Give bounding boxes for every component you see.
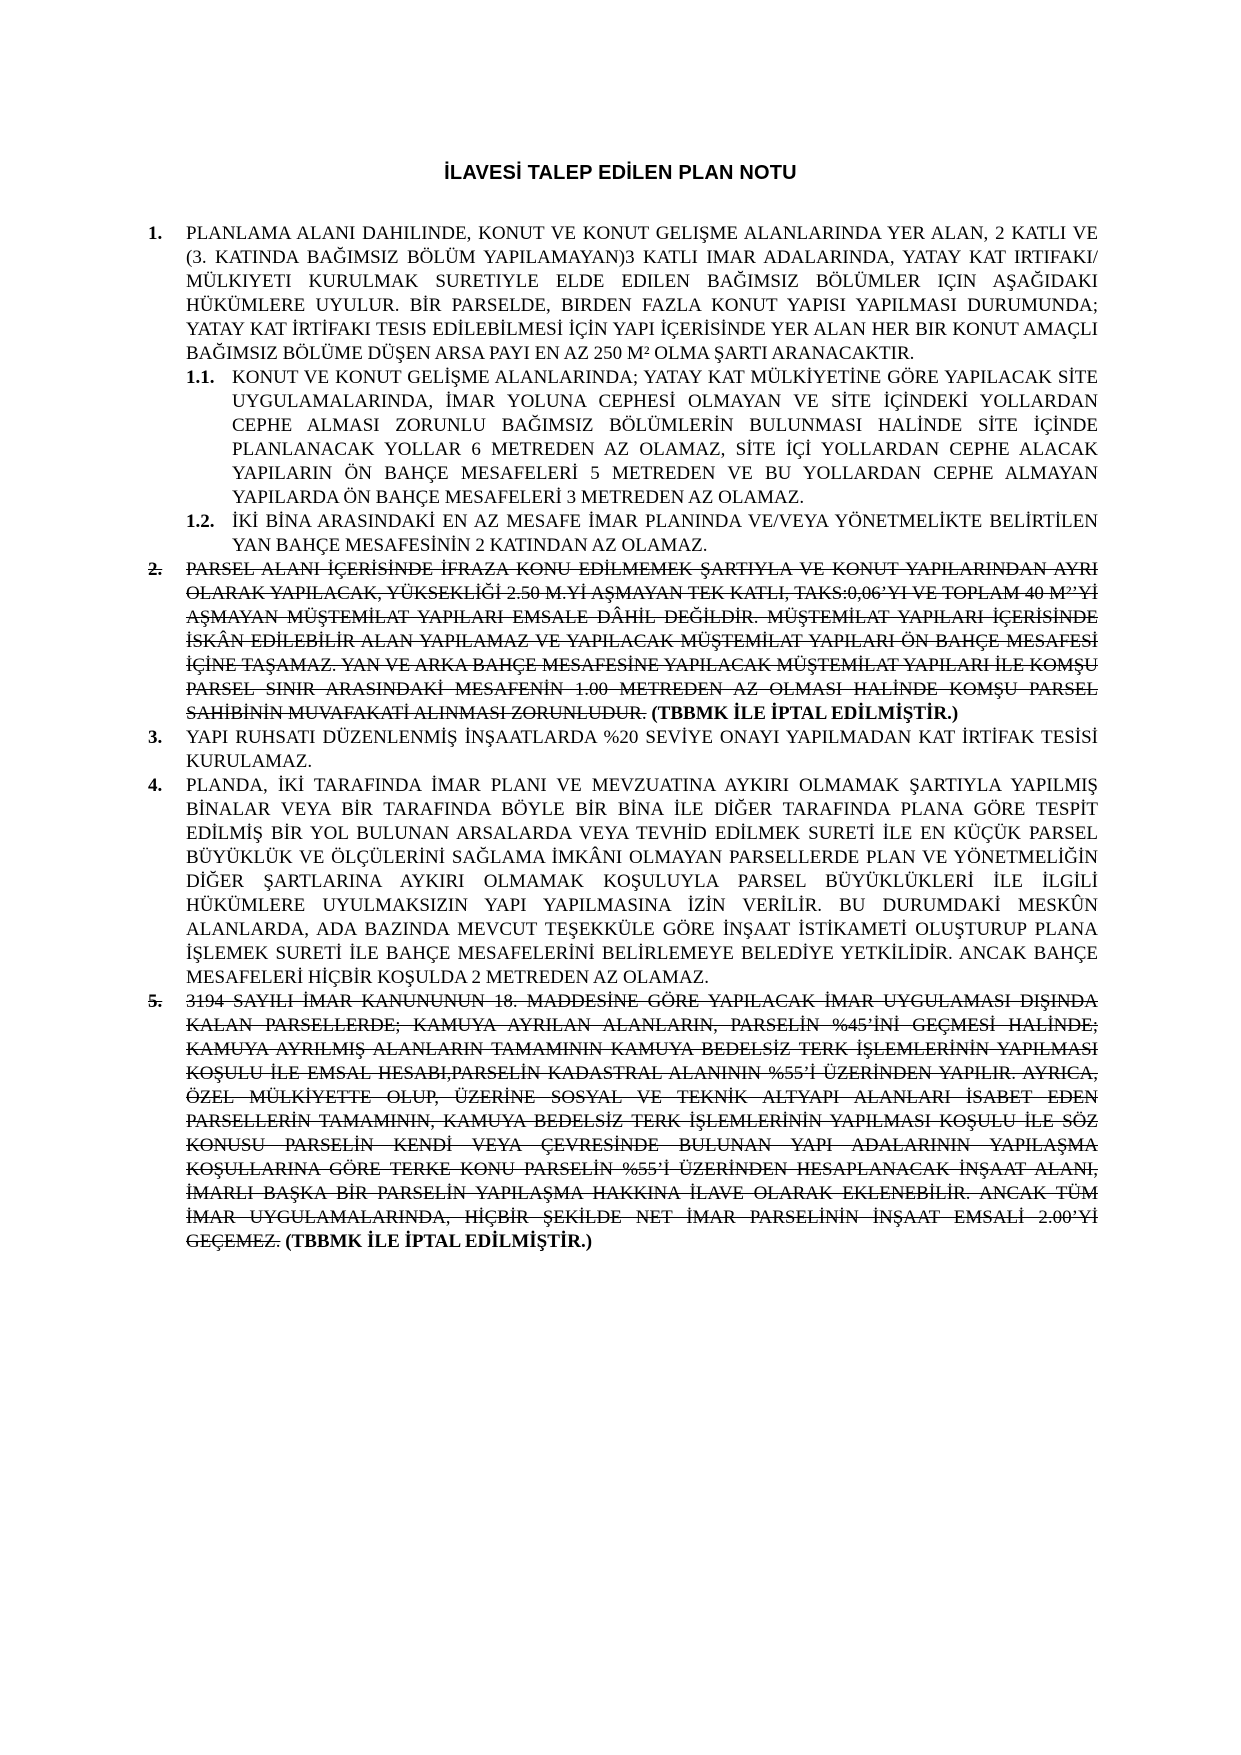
note-text <box>186 558 1098 726</box>
struck-text: PARSEL ALANI İÇERİSİNDE İFRAZA KONU EDİLMEMEK ŞARTIYLA VE KONUT YAPILARINDAN AYRI OLARAK YAPILACAK, YÜKSEKLİĞİ 2.50 M.Yİ AŞMAYAN TEK KATLI, TAKS:0,06’YI VE TOPLAM 40 M²’Yİ AŞMAYAN MÜŞTEMİLAT YAPILARI EMSALE DÂHİL DEĞİLDİR. MÜŞTEMİLAT YAPILARI İÇERİSİNDE İSKÂN EDİLEBİLİR ALAN YAPILAMAZ VE YAPILACAK MÜŞTEMİLAT YAPILARI ÖN BAHÇE MESAFESİ İÇİNE TAŞAMAZ. YAN VE ARKA BAHÇE MESAFESİNE YAPILACAK MÜŞTEMİLAT YAPILARI İLE KOMŞU PARSEL SINIR ARASINDAKİ MESAFENİN 1.00 METREDEN AZ OLMASI HALİNDE KOMŞU PARSEL SAHİBİNİN MUVAFAKATİ ALINMASI ZORUNLUDUR. <box>186 559 1098 724</box>
note-text: PLANDA, İKİ TARAFINDA İMAR PLANI VE MEVZUATINA AYKIRI OLMAMAK ŞARTIYLA YAPILMIŞ BİNALAR VEYA BİR TARAFINDA BÖYLE BİR BİNA İLE DİĞER TARAFINDA PLANA GÖRE TESPİT EDİLMİŞ BİR YOL BULUNAN ARSALARDA VEYA TEVHİD EDİLMEK SURETİ İLE EN KÜÇÜK PARSEL BÜYÜKLÜK VE ÖLÇÜLERİNİ SAĞLAMA İMKÂNI OLMAYAN PARSELLERDE PLAN VE YÖNETMELİĞİN DİĞER ŞARTLARINA AYKIRI OLMAMAK KOŞULUYLA PARSEL BÜYÜKLÜKLERİ İLE İLGİLİ HÜKÜMLERE UYULMAKSIZIN YAPI YAPILMASINA İZİN VERİLİR. BU DURUMDAKİ MESKÛN ALANLARDA, ADA BAZINDA MEVCUT TEŞEKKÜLE GÖRE İNŞAAT İSTİKAMETİ OLUŞTURUP PLANA İŞLEMEK SURETİ İLE BAHÇE MESAFELERİNİ BELİRLEMEYE BELEDİYE YETKİLİDİR. ANCAK BAHÇE MESAFELERİ HİÇBİR KOŞULDA 2 METREDEN AZ OLAMAZ. <box>186 775 1098 988</box>
subnote-text: KONUT VE KONUT GELİŞME ALANLARINDA; YATAY KAT MÜLKİYETİNE GÖRE YAPILACAK SİTE UYGULAMALARINDA, İMAR YOLUNA CEPHESİ OLMAYAN VE SİTE İÇİNDEKİ YOLLARDAN CEPHE ALMASI ZORUNLU BAĞIMSIZ BÖLÜMLERİN BULUNMASI HALİNDE SİTE İÇİNDE PLANLANACAK YOLLAR 6 METREDEN AZ OLAMAZ, SİTE İÇİ YOLLARDAN CEPHE ALACAK YAPILARIN ÖN BAHÇE MESAFELERİ 5 METREDEN VE BU YOLLARDAN CEPHE ALMAYAN YAPILARDA ÖN BAHÇE MESAFELERİ 3 METREDEN AZ OLAMAZ. <box>232 367 1098 508</box>
cancellation-note: (TBBMK İLE İPTAL EDİLMİŞTİR.) <box>646 703 959 724</box>
note-number: 2. <box>148 559 163 580</box>
plan-note-3 <box>148 726 1098 774</box>
subnote-text: İKİ BİNA ARASINDAKİ EN AZ MESAFE İMAR PLANINDA VE/VEYA YÖNETMELİKTE BELİRTİLEN YAN BAHÇE MESAFESİNİN 2 KATINDAN AZ OLAMAZ. <box>232 511 1098 556</box>
note-text <box>186 990 1098 1254</box>
plan-note-2 <box>148 558 1098 726</box>
note-text: YAPI RUHSATI DÜZENLENMİŞ İNŞAATLARDA %20 SEVİYE ONAYI YAPILMADAN KAT İRTİFAK TESİSİ KURULAMAZ. <box>186 727 1098 772</box>
document-title: İLAVESİ TALEP EDİLEN PLAN NOTU <box>444 162 797 184</box>
subnote-number: 1.1. <box>186 367 215 388</box>
note-number: 3. <box>148 727 163 748</box>
note-number: 4. <box>148 775 163 796</box>
note-text: PLANLAMA ALANI DAHILINDE, KONUT VE KONUT GELIŞME ALANLARINDA YER ALAN, 2 KATLI VE (3. KATINDA BAĞIMSIZ BÖLÜM YAPILAMAYAN)3 KATLI IMAR ADALARINDA, YATAY KAT IRTIFAKI/ MÜLKIYETI KURULMAK SURETIYLE ELDE EDILEN BAĞIMSIZ BÖLÜMLER IÇIN AŞAĞIDAKI HÜKÜMLERE UYULUR. BİR PARSELDE, BIRDEN FAZLA KONUT YAPISI YAPILMASI DURUMUNDA; YATAY KAT İRTİFAKI TESIS EDİLEBİLMESİ İÇİN YAPI İÇERİSİNDE YER ALAN HER BIR KONUT AMAÇLI BAĞIMSIZ BÖLÜME DÜŞEN ARSA PAYI EN AZ 250 M² OLMA ŞARTI ARANACAKTIR. <box>186 223 1098 364</box>
cancellation-note: (TBBMK İLE İPTAL EDİLMİŞTİR.) <box>280 1231 593 1252</box>
note-number: 5. <box>148 991 163 1012</box>
struck-text: 3194 SAYILI İMAR KANUNUNUN 18. MADDESİNE GÖRE YAPILACAK İMAR UYGULAMASI DIŞINDA KALAN PARSELLERDE; KAMUYA AYRILAN ALANLARIN, PARSELİN %45’İNİ GEÇMESİ HALİNDE; KAMUYA AYRILMIŞ ALANLARIN TAMAMININ KAMUYA BEDELSİZ TERK İŞLEMLERİNİN YAPILMASI KOŞULU İLE EMSAL HESABI,PARSELİN KADASTRAL ALANININ %55’İ ÜZERİNDEN YAPILIR. AYRICA, ÖZEL MÜLKİYETTE OLUP, ÜZERİNE SOSYAL VE TEKNİK ALTYAPI ALANLARI İSABET EDEN PARSELLERİN TAMAMININ, KAMUYA BEDELSİZ TERK İŞLEMLERİNİN YAPILMASI KOŞULU İLE SÖZ KONUSU PARSELİN KENDİ VEYA ÇEVRESİNDE BULUNAN YAPI ADALARININ YAPILAŞMA KOŞULLARINA GÖRE TERKE KONU PARSELİN %55’İ ÜZERİNDEN HESAPLANACAK İNŞAAT ALANI, İMARLI BAŞKA BİR PARSELİN YAPILAŞMA HAKKINA İLAVE OLARAK EKLENEBİLİR. ANCAK TÜM İMAR UYGULAMALARINDA, HİÇBİR ŞEKİLDE NET İMAR PARSELİNİN İNŞAAT EMSALİ 2.00’Yİ GEÇEMEZ. <box>186 991 1098 1252</box>
note-number: 1. <box>148 223 163 244</box>
plan-note-1 <box>148 222 1098 558</box>
plan-note-4 <box>148 774 1098 990</box>
plan-notes-list <box>148 222 1098 1254</box>
plan-note-1-1 <box>186 366 1098 510</box>
subnote-number: 1.2. <box>186 511 215 532</box>
plan-note-5 <box>148 990 1098 1254</box>
plan-note-1-2 <box>186 510 1098 558</box>
